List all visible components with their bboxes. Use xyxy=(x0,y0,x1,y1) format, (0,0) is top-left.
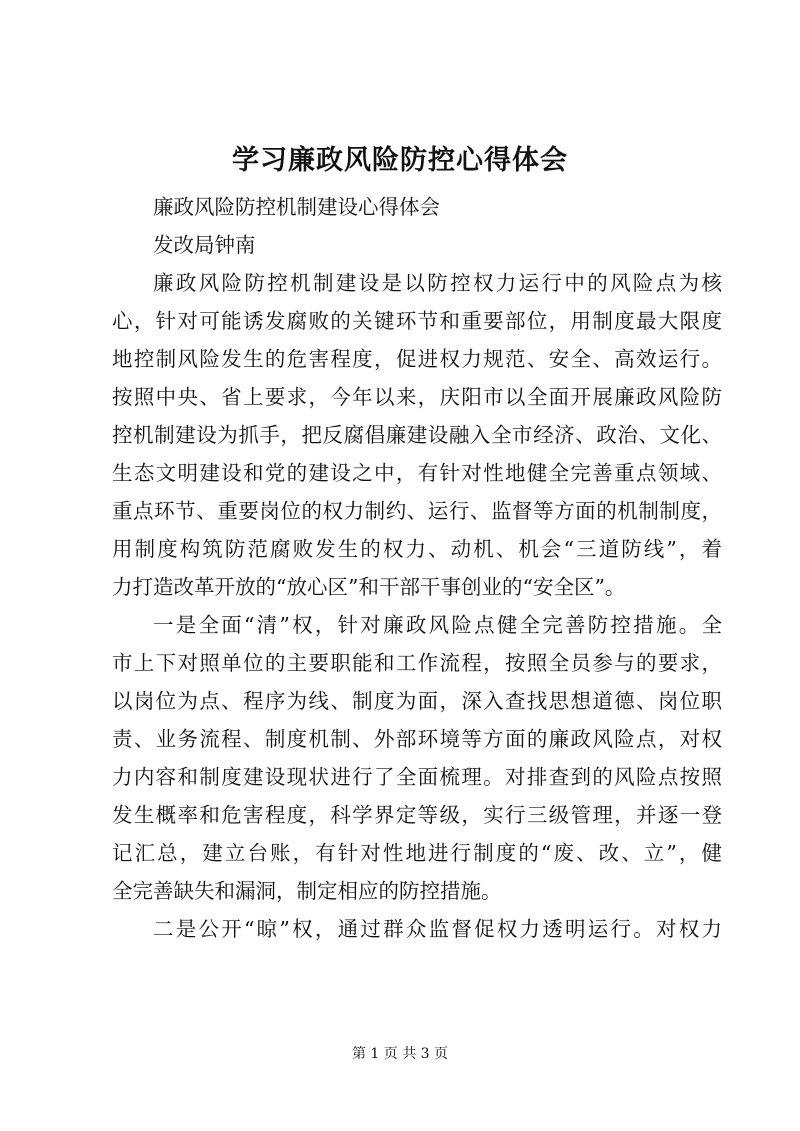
document-author: 发改局钟南 xyxy=(153,233,256,257)
body-line: 力打造改革开放的“放心区”和干部干事创业的“安全区”。 xyxy=(112,575,626,599)
body-line: 生态文明建设和党的建设之中，有针对性地健全完善重点领域、 xyxy=(112,461,722,485)
body-line: 记汇总，建立台账，有针对性地进行制度的“废、改、立”，健 xyxy=(112,841,722,865)
body-line: 发生概率和危害程度，科学界定等级，实行三级管理，并逐一登 xyxy=(112,803,722,827)
body-line: 控机制建设为抓手，把反腐倡廉建设融入全市经济、政治、文化、 xyxy=(112,423,722,447)
body-line: 一是全面“清”权，针对廉政风险点健全完善防控措施。全 xyxy=(153,613,722,637)
page-footer: 第 1 页 共 3 页 xyxy=(351,1046,449,1062)
body-line: 以岗位为点、程序为线、制度为面，深入查找思想道德、岗位职 xyxy=(112,689,722,713)
body-line: 市上下对照单位的主要职能和工作流程，按照全员参与的要求， xyxy=(112,651,722,675)
body-line: 力内容和制度建设现状进行了全面梳理。对排查到的风险点按照 xyxy=(112,765,722,789)
body-line: 按照中央、省上要求，今年以来，庆阳市以全面开展廉政风险防 xyxy=(112,385,722,409)
document-title: 学习廉政风险防控心得体会 xyxy=(232,145,568,176)
body-line: 心，针对可能诱发腐败的关键环节和重要部位，用制度最大限度 xyxy=(112,309,722,333)
body-line: 全完善缺失和漏洞，制定相应的防控措施。 xyxy=(112,879,502,903)
document-body xyxy=(112,188,722,948)
body-line: 地控制风险发生的危害程度，促进权力规范、安全、高效运行。 xyxy=(112,347,722,371)
body-line: 重点环节、重要岗位的权力制约、运行、监督等方面的机制制度， xyxy=(112,499,722,523)
body-line: 责、业务流程、制度机制、外部环境等方面的廉政风险点，对权 xyxy=(112,727,722,751)
body-line: 二是公开“晾”权，通过群众监督促权力透明运行。对权力 xyxy=(153,917,722,941)
body-line: 用制度构筑防范腐败发生的权力、动机、机会“三道防线”，着 xyxy=(112,537,722,561)
body-line: 廉政风险防控机制建设是以防控权力运行中的风险点为核 xyxy=(153,271,722,295)
body-text xyxy=(112,264,722,948)
document-subtitle: 廉政风险防控机制建设心得体会 xyxy=(153,195,440,219)
